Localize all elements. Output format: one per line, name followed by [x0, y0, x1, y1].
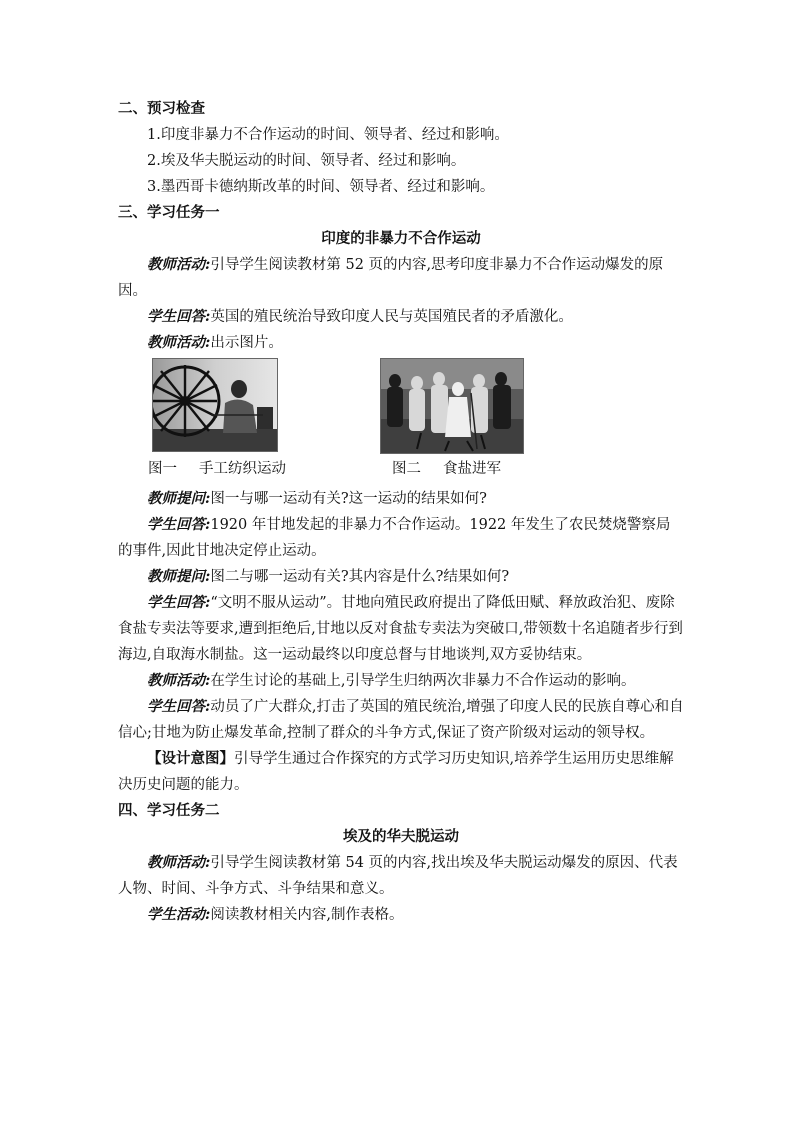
figure-1-number: 图一	[148, 461, 177, 477]
role-label: 教师提问:	[147, 568, 211, 585]
figure-2-number: 图二	[392, 461, 421, 477]
role-label: 教师活动:	[147, 334, 211, 351]
role-label: 学生回答:	[147, 698, 211, 715]
section-4-heading: 四、学习任务二	[118, 802, 220, 819]
section-3-heading: 三、学习任务一	[118, 204, 220, 221]
paragraph	[118, 486, 684, 512]
paragraph	[118, 590, 684, 668]
paragraph	[118, 252, 684, 304]
paragraph-text: 引导学生阅读教材第 54 页的内容,找出埃及华夫脱运动爆发的原因、代表人物、时间、斗争方式、斗争结果和意义。	[118, 855, 678, 897]
preview-item-2: 2.埃及华夫脱运动的时间、领导者、经过和影响。	[147, 153, 466, 169]
paragraph-text: 阅读教材相关内容,制作表格。	[210, 907, 404, 923]
role-label: 学生回答:	[147, 516, 211, 533]
paragraph	[118, 850, 684, 902]
paragraph-text: 在学生讨论的基础上,引导学生归纳两次非暴力不合作运动的影响。	[210, 673, 636, 689]
paragraph-text: 英国的殖民统治导致印度人民与英国殖民者的矛盾激化。	[210, 309, 573, 325]
spinning-wheel-photo	[152, 358, 278, 452]
paragraph-text: 1920 年甘地发起的非暴力不合作运动。1922 年发生了农民焚烧警察局的事件,因此甘地决定停止运动。	[118, 517, 671, 559]
paragraph-text: 引导学生阅读教材第 52 页的内容,思考印度非暴力不合作运动爆发的原因。	[118, 257, 664, 299]
role-label: 学生回答:	[147, 594, 211, 611]
section-4-subtitle: 埃及的华夫脱运动	[343, 828, 459, 845]
paragraph	[118, 694, 684, 746]
paragraph	[118, 902, 684, 928]
role-label: 教师活动:	[147, 256, 211, 273]
paragraph	[118, 330, 684, 356]
paragraph	[118, 746, 684, 798]
role-label: 教师活动:	[147, 672, 211, 689]
paragraph-text: 引导学生通过合作探究的方式学习历史知识,培养学生运用历史思维解决历史问题的能力。	[118, 751, 674, 793]
paragraph	[118, 304, 684, 330]
section-2-heading: 二、预习检查	[118, 100, 205, 117]
preview-item-1: 1.印度非暴力不合作运动的时间、领导者、经过和影响。	[147, 127, 509, 143]
figure-2-caption	[392, 458, 501, 480]
paragraph-text: 图二与哪一运动有关?其内容是什么?结果如何?	[210, 569, 510, 585]
section-3-subtitle: 印度的非暴力不合作运动	[321, 230, 481, 247]
paragraph-text: 图一与哪一运动有关?这一运动的结果如何?	[210, 491, 487, 507]
preview-item-3: 3.墨西哥卡德纳斯改革的时间、领导者、经过和影响。	[147, 179, 495, 195]
document-body	[118, 96, 684, 928]
salt-march-photo	[380, 358, 524, 454]
figure-2-title: 食盐进军	[443, 461, 501, 477]
figure-row	[118, 358, 684, 486]
paragraph	[118, 564, 684, 590]
paragraph-text: 出示图片。	[210, 335, 283, 351]
role-label: 学生回答:	[147, 308, 211, 325]
figure-1-title: 手工纺织运动	[199, 461, 286, 477]
role-label: 学生活动:	[147, 906, 211, 923]
role-label: 教师提问:	[147, 490, 211, 507]
paragraph	[118, 512, 684, 564]
paragraph-text: 动员了广大群众,打击了英国的殖民统治,增强了印度人民的民族自尊心和自信心;甘地为防止爆发革命,控制了群众的斗争方式,保证了资产阶级对运动的领导权。	[118, 699, 684, 741]
role-label: 教师活动:	[147, 854, 211, 871]
figure-1-caption	[148, 458, 286, 480]
paragraph	[118, 668, 684, 694]
design-intent-label: 【设计意图】	[147, 750, 234, 767]
paragraph-text: “文明不服从运动”。甘地向殖民政府提出了降低田赋、释放政治犯、废除食盐专卖法等要求,遭到拒绝后,甘地以反对食盐专卖法为突破口,带领数十名追随者步行到海边,自取海水制盐。这一运动最终以印度总督与甘地谈判,双方妥协结束。	[118, 595, 683, 663]
